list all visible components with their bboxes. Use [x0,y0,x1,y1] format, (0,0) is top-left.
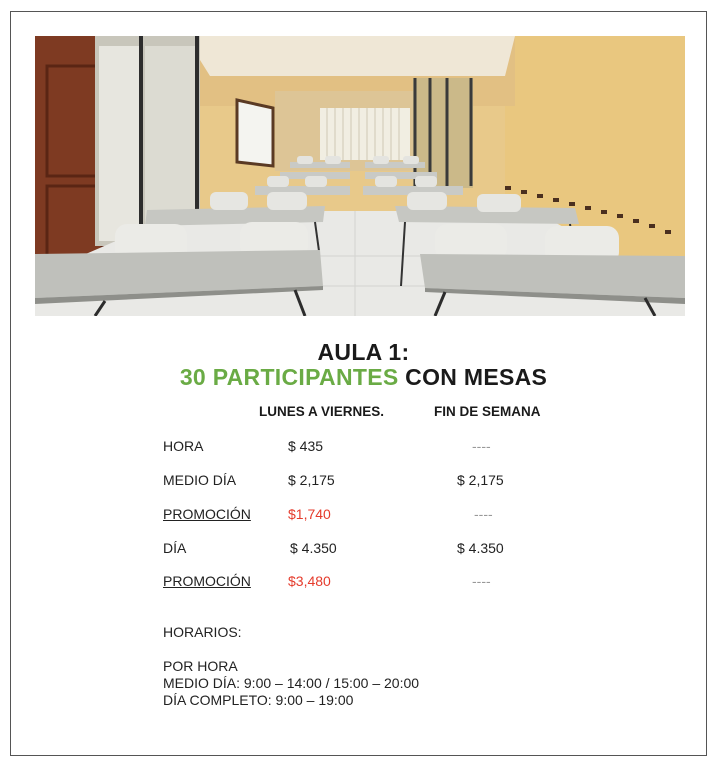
row-label-hora: HORA [163,438,204,454]
promo-price-medio-dia-weekday: $1,740 [288,506,331,522]
capacity-title [0,364,727,391]
price-hora-weekday: $ 435 [288,438,324,454]
schedule-line-medio-dia: MEDIO DÍA: 9:00 – 14:00 / 15:00 – 20:00 [163,675,420,691]
weekend-column-header: FIN DE SEMANA [434,404,541,419]
price-dia-weekday: $ 4.350 [290,540,337,556]
row-label-medio-dia: MEDIO DÍA [163,472,237,488]
promo-price-dia-weekday: $3,480 [288,573,331,589]
price-medio-dia-weekend: $ 2,175 [457,472,504,488]
weekday-column-header: LUNES A VIERNES. [259,404,385,419]
price-hora-weekend: ---- [472,438,491,454]
schedule-title: HORARIOS: [163,624,242,640]
row-label-dia: DÍA [163,540,187,556]
capacity-suffix: CON MESAS [398,364,548,390]
promo-price-medio-dia-weekend: ---- [474,506,493,522]
schedule-line-dia-completo: DÍA COMPLETO: 9:00 – 19:00 [163,692,354,708]
classroom-photo [35,36,685,316]
row-label-promocion-medio-dia: PROMOCIÓN [163,506,251,522]
capacity-highlight: 30 PARTICIPANTES [179,364,399,390]
price-dia-weekend: $ 4.350 [457,540,504,556]
price-medio-dia-weekday: $ 2,175 [288,472,335,488]
room-title: AULA 1: [317,339,410,365]
schedule-line-hora: POR HORA [163,658,238,674]
promo-price-dia-weekend: ---- [472,573,491,589]
row-label-promocion-dia: PROMOCIÓN [163,573,251,589]
